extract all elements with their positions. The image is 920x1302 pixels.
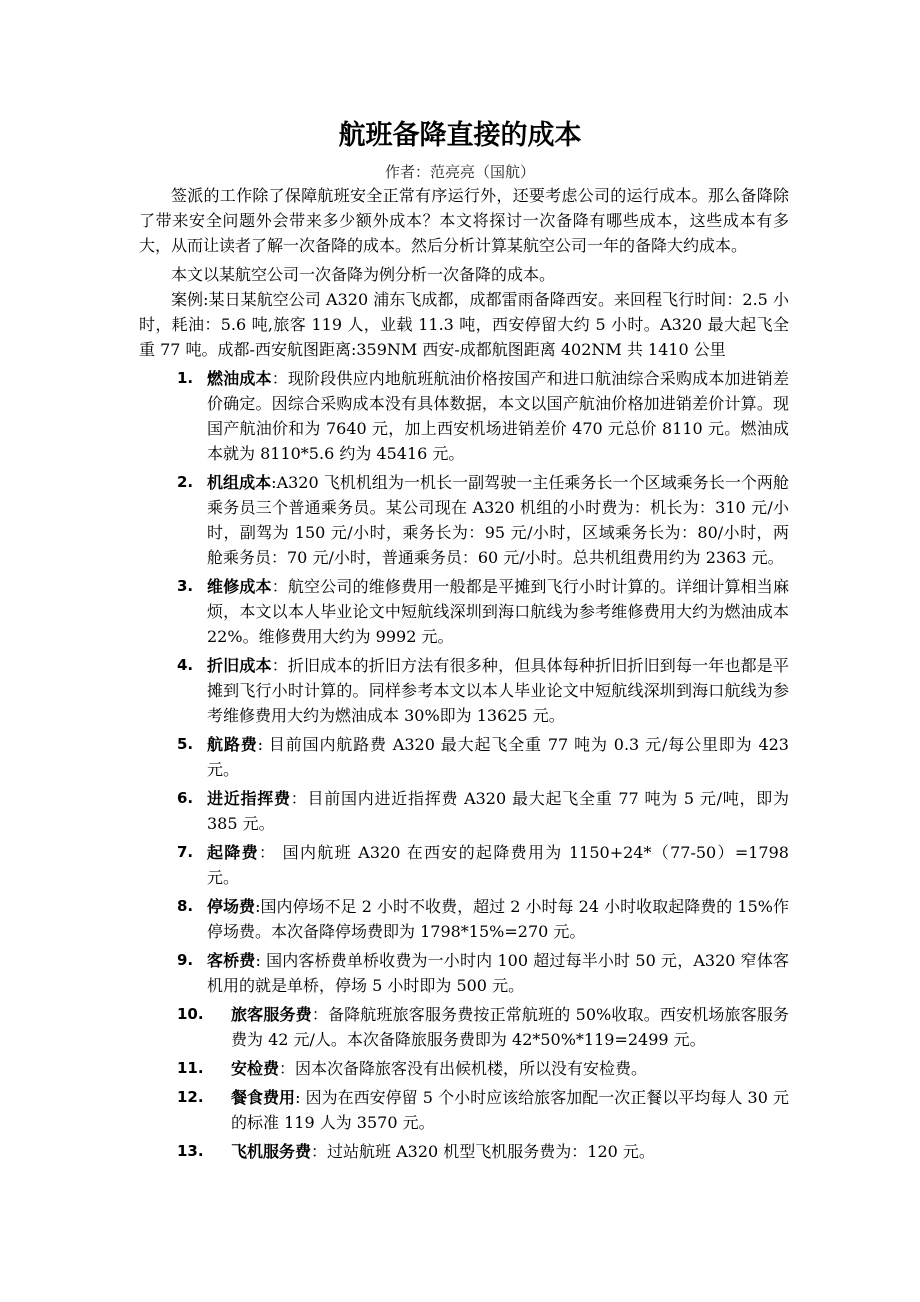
item-number: 13. — [177, 1142, 204, 1160]
list-item — [139, 653, 789, 728]
item-label: 旅客服务费 — [231, 1005, 312, 1024]
item-number: 12. — [177, 1088, 204, 1106]
item-label: 安检费 — [231, 1059, 280, 1078]
item-text: ：折旧成本的折旧方法有很多种，但具体每种折旧折旧到每一年也都是平摊到飞行小时计算的。同样参考本文以本人毕业论文中短航线深圳到海口航线为参考维修费用大约为燃油成本 30%即为 13625 元。 — [207, 656, 789, 725]
item-text: :国内停场不足 2 小时不收费，超过 2 小时每 24 小时收取起降费的 15%作停场费。本次备降停场费即为 1798*15%=270 元。 — [207, 897, 789, 941]
item-label: 航路费 — [207, 735, 258, 754]
item-text: : 国内客桥费单桥收费为一小时内 100 超过每半小时 50 元，A320 窄体客机用的就是单桥，停场 5 小时即为 500 元。 — [207, 951, 789, 995]
item-number: 5. — [177, 735, 194, 753]
item-text: :A320 飞机机组为一机长一副驾驶一主任乘务长一个区域乘务长一个两舱乘务员三个普通乘务员。某公司现在 A320 机组的小时费为：机长为：310 元/小时，副驾为 150 元/小时，乘务长为：95 元/小时，区域乘务长为：80/小时，两舱乘务员：70 元/小时，普通乘务员：60 元/小时。总共机组费用约为 2363 元。 — [207, 473, 789, 567]
item-text: : 因为在西安停留 5 个小时应该给旅客加配一次正餐以平均每人 30 元的标准 119 人为 3570 元。 — [231, 1088, 789, 1132]
item-number: 10. — [177, 1005, 204, 1023]
item-text: ：现阶段供应内地航班航油价格按国产和进口航油综合采购成本加进销差价确定。因综合采购成本没有具体数据，本文以国产航油价格加进销差价计算。现国产航油价和为 7640 元，加上西安机场进销差价 470 元总价 8110 元。燃油成本就为 8110*5.6 约为 45416 元。 — [207, 369, 789, 463]
item-label: 折旧成本 — [207, 656, 272, 675]
item-number: 6. — [177, 789, 194, 807]
list-item — [139, 1056, 789, 1081]
list-item — [139, 840, 789, 890]
intro-paragraph: 签派的工作除了保障航班安全正常有序运行外，还要考虑公司的运行成本。那么备降除了带来安全问题外会带来多少额外成本？本文将探讨一次备降有哪些成本，这些成本有多大，从而让读者了解一次备降的成本。然后分析计算某航空公司一年的备降大约成本。 — [139, 186, 789, 255]
item-label: 客桥费 — [207, 951, 256, 970]
item-number: 8. — [177, 897, 194, 915]
item-label: 飞机服务费 — [231, 1142, 312, 1161]
item-number: 2. — [177, 473, 194, 491]
item-number: 1. — [177, 369, 194, 387]
case-paragraph: 案例:某日某航空公司 A320 浦东飞成都，成都雷雨备降西安。来回程飞行时间：2.5 小时，耗油：5.6 吨,旅客 119 人，业载 11.3 吨，西安停留大约 5 小时。A320 最大起飞全重 77 吨。成都-西安航图距离:359NM 西安-成都航图距离 402NM 共 1410 公里 — [139, 290, 789, 359]
list-item — [139, 1139, 789, 1164]
item-text: : 目前国内航路费 A320 最大起飞全重 77 吨为 0.3 元/每公里即为 423 元。 — [207, 735, 789, 779]
item-text: ：目前国内进近指挥费 A320 最大起飞全重 77 吨为 5 元/吨，即为 385 元。 — [207, 789, 789, 833]
page-title: 航班备降直接的成本 — [338, 120, 582, 151]
document-body — [139, 183, 789, 1168]
item-number: 11. — [177, 1059, 204, 1077]
list-item — [139, 574, 789, 649]
list-item — [139, 366, 789, 466]
item-label: 餐食费用 — [231, 1088, 296, 1107]
scope-paragraph: 本文以某航空公司一次备降为例分析一次备降的成本。 — [171, 265, 556, 284]
list-item — [139, 732, 789, 782]
item-label: 机组成本 — [207, 473, 272, 492]
item-label: 进近指挥费 — [207, 789, 291, 808]
list-item — [139, 948, 789, 998]
cost-list — [139, 366, 789, 1164]
item-label: 燃油成本 — [207, 369, 272, 388]
list-item — [139, 1085, 789, 1135]
list-item — [139, 786, 789, 836]
item-label: 维修成本 — [207, 577, 272, 596]
list-item — [139, 1002, 789, 1052]
item-label: 起降费 — [207, 843, 259, 862]
item-number: 9. — [177, 951, 194, 969]
item-text: ： 国内航班 A320 在西安的起降费用为 1150+24*（77-50）=1798 元。 — [207, 843, 789, 887]
author-line: 作者：范亮亮（国航） — [384, 163, 535, 181]
item-number: 7. — [177, 843, 194, 861]
item-text: ：备降航班旅客服务费按正常航班的 50%收取。西安机场旅客服务费为 42 元/人。本次备降旅服务费即为 42*50%*119=2499 元。 — [231, 1005, 789, 1049]
item-number: 3. — [177, 577, 194, 595]
item-number: 4. — [177, 656, 194, 674]
item-text: ：因本次备降旅客没有出候机楼，所以没有安检费。 — [279, 1059, 648, 1078]
item-label: 停场费 — [207, 897, 256, 916]
list-item — [139, 470, 789, 570]
item-text: ：过站航班 A320 机型飞机服务费为：120 元。 — [311, 1142, 655, 1161]
item-text: ：航空公司的维修费用一般都是平摊到飞行小时计算的。详细计算相当麻烦，本文以本人毕业论文中短航线深圳到海口航线为参考维修费用大约为燃油成本 22%。维修费用大约为 9992 元。 — [207, 577, 789, 646]
list-item — [139, 894, 789, 944]
